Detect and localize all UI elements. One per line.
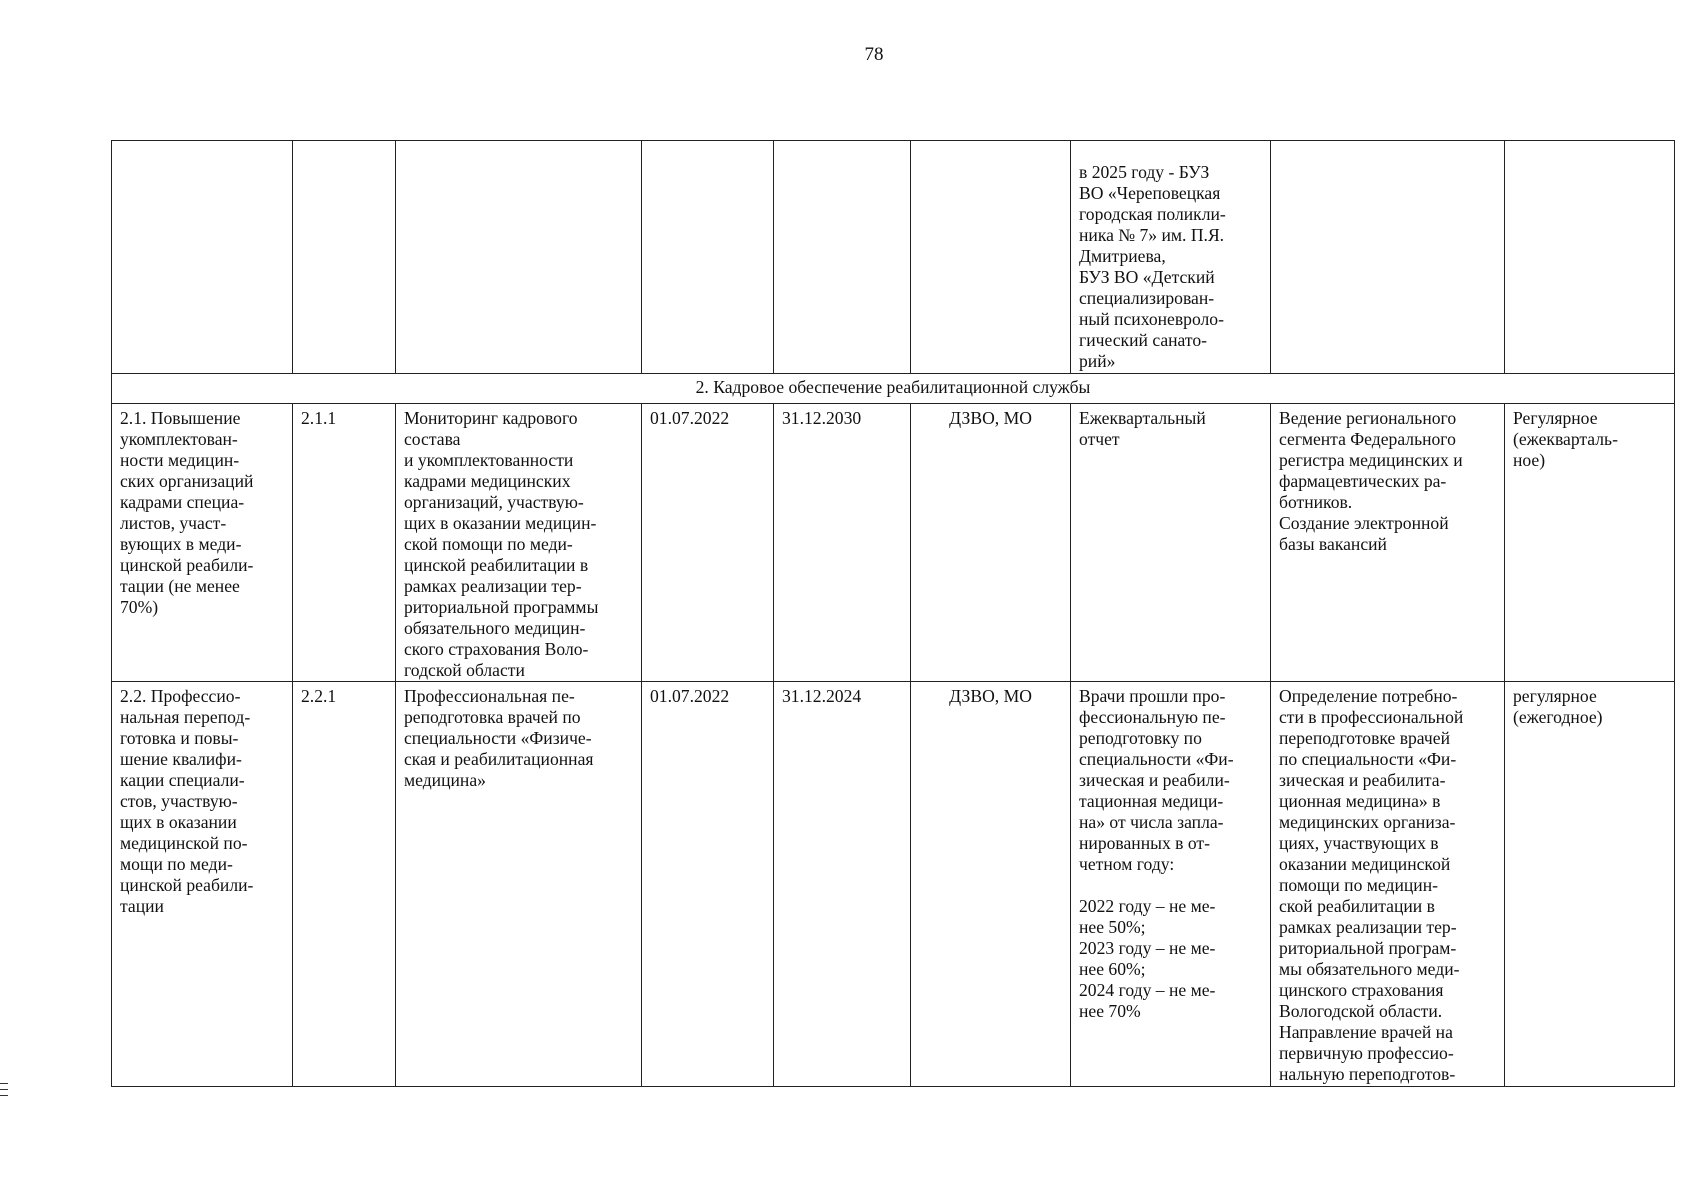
activity-cell: Мониторинг кадрового состава и укомплектованности кадрами медицинских организаций, участвую- щих в оказании медицин- ской помощи по меди- цинской реабилитации в рамках реализации тер- риториальной программы обязательного медицин- ского страхования Воло- годской области [396,404,642,682]
table-cell [774,141,911,374]
end-date-cell: 31.12.2024 [774,682,911,1087]
table-cell [911,141,1071,374]
scan-edge-mark [0,1083,8,1101]
responsible-cell: ДЗВО, МО [911,404,1071,682]
control-cell: Регулярное (ежекварталь- ное) [1505,404,1675,682]
start-date-cell: 01.07.2022 [642,682,774,1087]
responsible-cell: ДЗВО, МО [911,682,1071,1087]
table-row [112,404,1675,682]
control-cell: регулярное (ежегодное) [1505,682,1675,1087]
goal-cell: 2.2. Профессио- нальная перепод- готовка и повы- шение квалифи- кации специали- стов, участвую- щих в оказании медицинской по- мощи по меди- цинской реабили- тации [112,682,293,1087]
page-number: 78 [864,44,884,65]
indicator-cell: в 2025 году - БУЗ ВО «Череповецкая городская поликли- ника № 7» им. П.Я. Дмитриева, БУЗ ВО «Детский специализирован- ный психоневроло- гический санато- рий» [1071,141,1271,374]
table-cell [112,141,293,374]
indicator-cell: Врачи прошли про- фессиональную пе- реподготовку по специальности «Фи- зическая и реабили- тационная медици- на» от числа запла- нированных в от- четном году: 2022 году – не ме- нее 50%; 2023 году – не ме- нее 60%; 2024 году – не ме- нее 70% [1071,682,1271,1087]
indicator-cell: Ежеквартальный отчет [1071,404,1271,682]
result-cell: Определение потребно- сти в профессиональной переподготовке врачей по специальности «Фи- зическая и реабилита- ционная медицина» в медицинских организа- циях, участвующих в оказании медицинской помощи по медицин- ской реабилитации в рамках реализации тер- риториальной програм- мы обязательного меди- цинского страхования Вологодской области. Направление врачей на первичную профессио- нальную переподготов- [1271,682,1505,1087]
table-row [112,682,1675,1087]
section-header-row [112,374,1675,404]
table-cell [396,141,642,374]
activity-table [111,140,1675,1087]
result-cell: Ведение регионального сегмента Федерального регистра медицинских и фармацевтических ра- ботников. Создание электронной базы вакансий [1271,404,1505,682]
table-cell [293,141,396,374]
table-cell [1271,141,1505,374]
number-cell: 2.2.1 [293,682,396,1087]
table-cell [1505,141,1675,374]
end-date-cell: 31.12.2030 [774,404,911,682]
goal-cell: 2.1. Повышение укомплектован- ности медицин- ских организаций кадрами специа- листов, участ- вующих в меди- цинской реабили- тации (не менее 70%) [112,404,293,682]
number-cell: 2.1.1 [293,404,396,682]
continuation-row [112,141,1675,374]
table-cell [642,141,774,374]
activity-cell: Профессиональная пе- реподготовка врачей по специальности «Физиче- ская и реабилитационная медицина» [396,682,642,1087]
start-date-cell: 01.07.2022 [642,404,774,682]
section-title: 2. Кадровое обеспечение реабилитационной службы [112,374,1675,404]
